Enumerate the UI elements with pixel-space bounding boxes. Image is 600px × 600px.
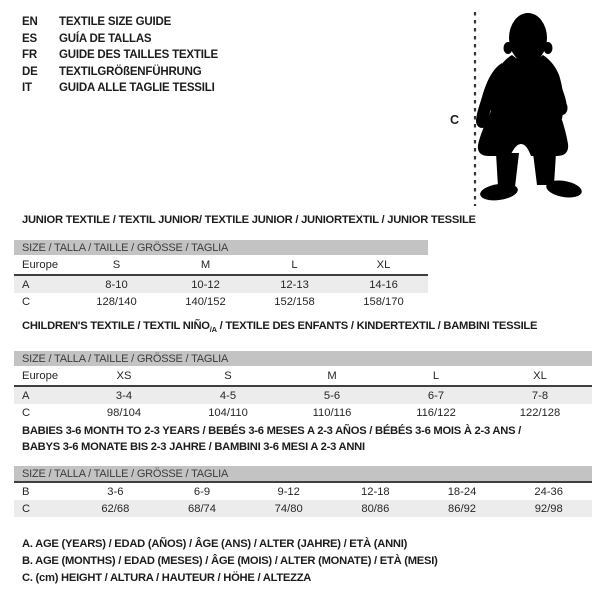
table-cell: 6-7 xyxy=(427,389,445,402)
table-header-row xyxy=(14,366,592,385)
section-babies-textile xyxy=(14,423,592,517)
table-row xyxy=(14,387,592,404)
table-cell: 7-8 xyxy=(531,389,549,402)
table-cell: XL xyxy=(376,258,391,271)
title-text: / TEXTILE DES ENFANTS / KINDERTEXTIL / BAMBINI TESSILE xyxy=(216,320,538,332)
table-cell: 110/116 xyxy=(312,406,352,419)
babies-size-table xyxy=(14,466,592,517)
table-cell: M xyxy=(327,369,337,382)
table-cell: 6-9 xyxy=(193,485,211,498)
baby-height-figure xyxy=(440,5,600,210)
language-code: FR xyxy=(22,49,37,62)
children-size-table xyxy=(14,351,592,421)
baby-silhouette xyxy=(476,13,583,203)
section-title xyxy=(22,423,592,455)
language-code: DE xyxy=(22,65,38,78)
section-title-line xyxy=(22,318,592,338)
language-code: IT xyxy=(22,82,32,95)
table-cell: 3-4 xyxy=(115,389,133,402)
section-title xyxy=(22,318,592,338)
language-label: GUÍA DE TALLAS xyxy=(59,32,152,45)
junior-size-table xyxy=(14,240,428,310)
language-code: ES xyxy=(22,32,37,45)
table-cell: 62/68 xyxy=(101,502,130,515)
language-row xyxy=(22,64,218,81)
table-cell: 10-12 xyxy=(191,278,220,291)
title-text: CHILDREN'S TEXTILE / TEXTIL NIÑO xyxy=(22,320,210,332)
table-cell: 12-18 xyxy=(361,485,390,498)
row-label: C xyxy=(22,502,31,515)
table-cell: S xyxy=(112,258,121,271)
table-cell: S xyxy=(224,369,232,382)
table-band-size-label: SIZE / TALLA / TAILLE / GRÖSSE / TAGLIA xyxy=(14,351,592,366)
table-cell: 104/110 xyxy=(208,406,248,419)
table-cell: 68/74 xyxy=(188,502,216,515)
language-list xyxy=(22,14,218,97)
table-cell: 18-24 xyxy=(447,485,477,498)
table-cell: XL xyxy=(533,369,547,382)
language-label: GUIDA ALLE TAGLIE TESSILI xyxy=(59,82,215,95)
table-row xyxy=(14,293,428,310)
language-label: TEXTILGRÖßENFÜHRUNG xyxy=(59,65,202,78)
table-cell: 158/170 xyxy=(363,295,404,308)
section-junior-textile xyxy=(14,212,476,310)
table-cell: 14-16 xyxy=(369,278,398,291)
table-cell: L xyxy=(432,369,440,382)
table-header-row xyxy=(14,255,428,274)
table-band-size-label: SIZE / TALLA / TAILLE / GRÖSSE / TAGLIA xyxy=(14,466,592,481)
table-cell: 98/104 xyxy=(106,406,142,419)
section-title-line xyxy=(22,439,592,455)
table-cell: 152/158 xyxy=(274,295,315,308)
language-label: TEXTILE SIZE GUIDE xyxy=(59,16,172,28)
table-cell: 74/80 xyxy=(274,502,303,515)
table-cell: 80/86 xyxy=(361,502,390,515)
language-row xyxy=(22,31,218,48)
row-label: B xyxy=(22,485,30,498)
row-label: C xyxy=(22,406,31,419)
table-cell: 4-5 xyxy=(219,389,237,402)
table-cell: 9-12 xyxy=(277,485,300,498)
language-row xyxy=(22,14,218,31)
table-cell: 24-36 xyxy=(534,485,563,498)
row-label: Europe xyxy=(22,258,59,271)
table-cell: 140/152 xyxy=(185,295,226,308)
footnote: B. AGE (MONTHS) / EDAD (MESES) / ÂGE (MOIS) / ALTER (MONATE) / ETÀ (MESI) xyxy=(22,555,438,568)
footnote: A. AGE (YEARS) / EDAD (AÑOS) / ÂGE (ANS) / ALTER (JAHRE) / ETÀ (ANNI) xyxy=(22,538,408,550)
table-cell: 86/92 xyxy=(448,502,477,515)
section-children-textile xyxy=(14,318,592,421)
table-row xyxy=(14,483,592,500)
table-cell: XS xyxy=(116,369,132,382)
table-cell: 8-10 xyxy=(105,278,128,291)
table-row xyxy=(14,500,592,517)
row-label: A xyxy=(22,389,30,402)
section-title-line xyxy=(22,212,476,228)
row-label: C xyxy=(22,295,31,308)
table-cell: 5-6 xyxy=(323,389,341,402)
table-cell: 116/122 xyxy=(416,406,456,419)
table-cell: 3-6 xyxy=(107,485,124,498)
title-text: JUNIOR TEXTILE / TEXTIL JUNIOR/ TEXTILE JUNIOR / JUNIORTEXTIL / JUNIOR TESSILE xyxy=(22,214,476,226)
table-cell: L xyxy=(291,258,298,271)
table-band-size-label: SIZE / TALLA / TAILLE / GRÖSSE / TAGLIA xyxy=(14,240,428,255)
title-text: BABYS 3-6 MONATE BIS 2-3 JAHRE / BAMBINI 3-6 MESI A 2-3 ANNI xyxy=(22,441,365,453)
row-label: A xyxy=(22,278,30,291)
table-cell: 12-13 xyxy=(280,278,309,291)
footnotes xyxy=(22,536,438,588)
row-label: Europe xyxy=(22,369,59,382)
language-label: GUIDE DES TAILLES TEXTILE xyxy=(59,49,218,62)
table-cell: M xyxy=(200,258,211,271)
table-cell: 122/128 xyxy=(519,406,561,419)
footnote: C. (cm) HEIGHT / ALTURA / HAUTEUR / HÖHE / ALTEZZA xyxy=(22,572,312,585)
height-measure-label: C xyxy=(450,113,460,127)
table-row xyxy=(14,276,428,293)
title-subscript: /A xyxy=(209,325,217,335)
table-cell: 128/140 xyxy=(96,295,137,308)
section-title xyxy=(22,212,476,228)
title-text: BABIES 3-6 MONTH TO 2-3 YEARS / BEBÉS 3-6 MESES A 2-3 AÑOS / BÉBÉS 3-6 MOIS À 2-3 ANS / xyxy=(22,425,522,437)
language-code: EN xyxy=(22,16,38,28)
language-row xyxy=(22,80,218,97)
language-row xyxy=(22,47,218,64)
table-cell: 92/98 xyxy=(534,502,563,515)
section-title-line xyxy=(22,423,592,439)
table-row xyxy=(14,404,592,421)
